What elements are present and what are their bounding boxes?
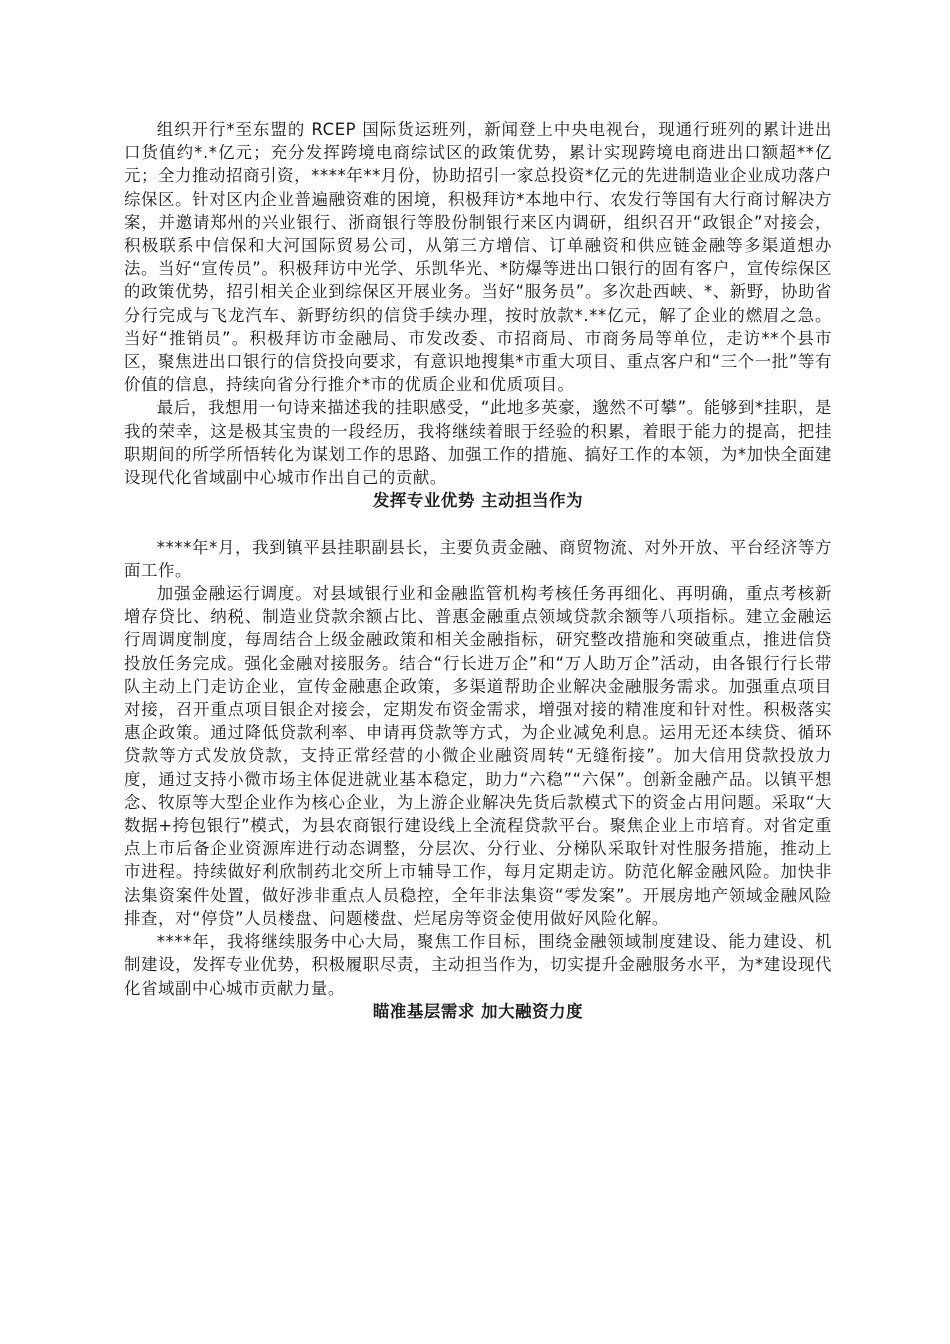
paragraph: ****年*月，我到镇平县挂职副县长，主要负责金融、商贸物流、对外开放、平台经济等方面工作。	[124, 537, 832, 580]
paragraph: ****年，我将继续服务中心大局，聚焦工作目标，围绕金融领域制度建设、能力建设、机制建设，发挥专业优势，积极履职尽责，主动担当作为，切实提升金融服务水平，为*建设现代化省域副中心城市贡献力量。	[124, 932, 832, 998]
paragraph: 加强金融运行调度。对县域银行业和金融监管机构考核任务再细化、再明确，重点考核新增存贷比、纳税、制造业贷款余额占比、普惠金融重点领域贷款余额等八项指标。建立金融运行周调度制度，每周结合上级金融政策和相关金融指标，研究整改措施和突破重点，推进信贷投放任务完成。强化金融对接服务。结合“行长进万企”和“万人助万企”活动，由各银行行长带队主动上门走访企业，宣传金融惠企政策，多渠道帮助企业解决金融服务需求。加强重点项目对接，召开重点项目银企对接会，定期发布资金需求，增强对接的精准度和针对性。积极落实惠企政策。通过降低贷款利率、申请再贷款等方式，为企业减免利息。运用无还本续贷、循环贷款等方式发放贷款，支持正常经营的小微企业融资周转“无缝衔接”。加大信用贷款投放力度，通过支持小微市场主体促进就业基本稳定，助力“六稳”“六保”。创新金融产品。以镇平想念、牧原等大型企业作为核心企业，为上游企业解决先货后款模式下的资金占用问题。采取“大数据+挎包银行”模式，为县农商银行建设线上全流程贷款平台。聚焦企业上市培育。对省定重点上市后备企业资源库进行动态调整，分层次、分行业、分梯队采取针对性服务措施，推动上市进程。持续做好利欣制药北交所上市辅导工作，每月定期走访。防范化解金融风险。加快非法集资案件处置，做好涉非重点人员稳控，全年非法集资“零发案”。开展房地产领域金融风险排查，对“停贷”人员楼盘、问题楼盘、烂尾房等资金使用做好风险化解。	[124, 584, 832, 928]
paragraph: 组织开行*至东盟的 RCEP 国际货运班列，新闻登上中央电视台，现通行班列的累计进出口货值约*.*亿元；充分发挥跨境电商综试区的政策优势，累计实现跨境电商进出口额超**亿元；全力推动招商引资，****年**月份，协助招引一家总投资*亿元的先进制造业企业成功落户综保区。针对区内企业普遍融资难的困境，积极拜访*本地中行、农发行等国有大行商讨解决方案，并邀请郑州的兴业银行、浙商银行等股份制银行来区内调研，组织召开“政银企”对接会，积极联系中信保和大河国际贸易公司，从第三方增信、订单融资和供应链金融等多渠道想办法。当好“宣传员”。积极拜访中光学、乐凯华光、*防爆等进出口银行的固有客户，宣传综保区的政策优势，招引相关企业到综保区开展业务。当好“服务员”。多次赴西峡、*、新野，协助省分行完成与飞龙汽车、新野纺织的信贷手续办理，按时放款*.**亿元，解了企业的燃眉之急。当好“推销员”。积极拜访市金融局、市发改委、市招商局、市商务局等单位，走访**个县市区，聚焦进出口银行的信贷投向要求，有意识地搜集*市重大项目、重点客户和“三个一批”等有价值的信息，持续向省分行推介*市的优质企业和优质项目。	[124, 120, 832, 395]
section-title: 发挥专业优势 主动担当作为	[372, 491, 584, 511]
document-page	[124, 118, 832, 1318]
blank-line	[124, 512, 832, 535]
paragraph: 最后，我想用一句诗来描述我的挂职感受，“此地多英豪，邈然不可攀”。能够到*挂职，是我的荣幸，这是极其宝贵的一段经历，我将继续着眼于经验的积累，着眼于能力的提高，把挂职期间的所学所悟转化为谋划工作的思路、加强工作的措施、搞好工作的本领，为*加快全面建设现代化省域副中心城市作出自己的贡献。	[124, 398, 832, 488]
section-title: 瞄准基层需求 加大融资力度	[372, 1001, 584, 1021]
